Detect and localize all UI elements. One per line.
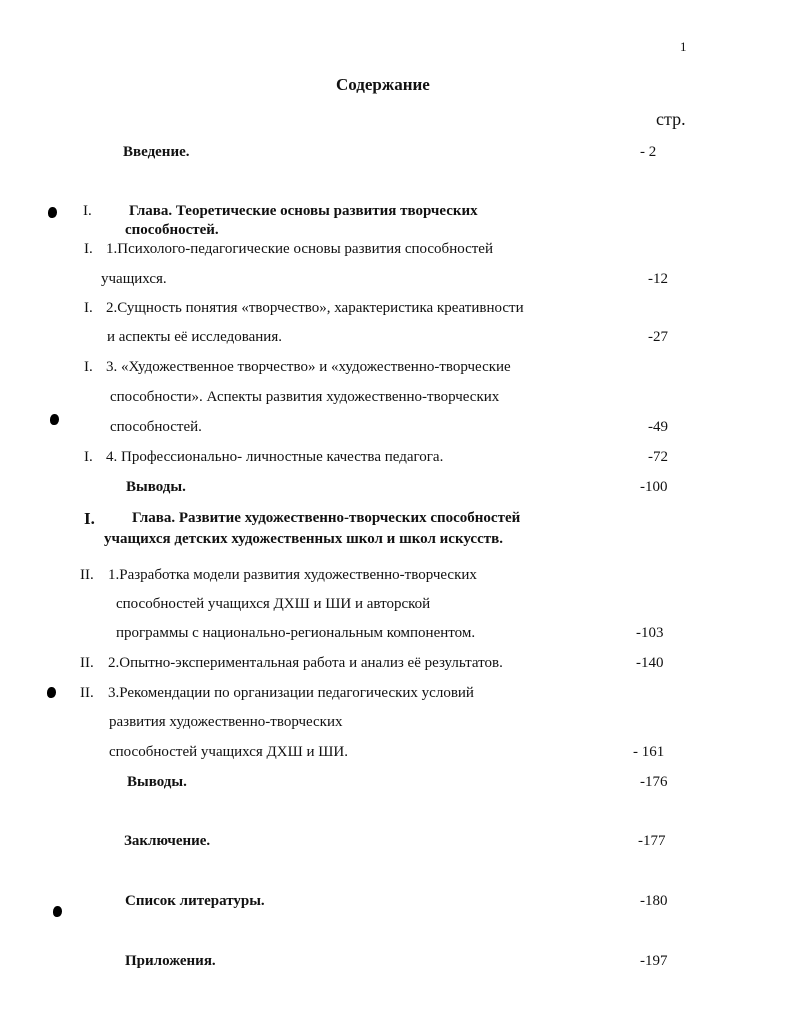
section-page: - 161 bbox=[633, 744, 665, 760]
page-column-header: стр. bbox=[656, 109, 686, 129]
chapter2-conclusions-page: -176 bbox=[640, 774, 668, 790]
section-title-line3: программы с национально-региональным компонентом. bbox=[116, 625, 476, 641]
section-page: -49 bbox=[648, 419, 668, 435]
appendices-label: Приложения. bbox=[125, 953, 216, 969]
chapter2-numeral: I. bbox=[84, 509, 95, 528]
scan-mark bbox=[53, 906, 62, 917]
section-number: I. bbox=[84, 449, 93, 465]
chapter2-title-line1: Глава. Развитие художественно-творческих способностей bbox=[132, 510, 521, 526]
intro-label: Введение. bbox=[123, 144, 190, 160]
conclusion-page: -177 bbox=[638, 833, 666, 849]
appendices-page: -197 bbox=[640, 953, 668, 969]
section-page: -72 bbox=[648, 449, 668, 465]
section-page: -103 bbox=[636, 625, 664, 641]
section-title-line2: способностей учащихся ДХШ и ШИ и авторской bbox=[116, 596, 431, 612]
section-title-line1: 1.Разработка модели развития художественно-творческих bbox=[108, 567, 477, 583]
chapter1-title-line1: Глава. Теоретические основы развития творческих bbox=[129, 203, 478, 219]
chapter2-title-line2: учащихся детских художественных школ и школ искусств. bbox=[104, 531, 503, 547]
section-title-line2: способности». Аспекты развития художественно-творческих bbox=[110, 389, 500, 405]
section-number: I. bbox=[84, 241, 93, 257]
section-title-line3: способностей. bbox=[110, 419, 202, 435]
chapter1-numeral: I. bbox=[83, 203, 92, 219]
section-title-line1: 2.Сущность понятия «творчество», характеристика креативности bbox=[106, 300, 524, 316]
section-page: -12 bbox=[648, 271, 668, 287]
chapter1-conclusions-page: -100 bbox=[640, 479, 668, 495]
references-page: -180 bbox=[640, 893, 668, 909]
conclusion-label: Заключение. bbox=[124, 833, 211, 849]
section-title-line1: 3. «Художественное творчество» и «художественно-творческие bbox=[106, 359, 511, 375]
section-title-line2: учащихся. bbox=[101, 271, 167, 287]
section-number: I. bbox=[84, 359, 93, 375]
chapter1-conclusions-label: Выводы. bbox=[126, 479, 186, 495]
section-title-line1: 4. Профессионально- личностные качества педагога. bbox=[106, 449, 444, 465]
chapter1-title-line2: способностей. bbox=[125, 222, 219, 238]
section-title-line1: 2.Опытно-экспериментальная работа и анализ её результатов. bbox=[108, 655, 503, 671]
section-number: II. bbox=[80, 685, 94, 701]
section-title-line2: и аспекты её исследования. bbox=[107, 329, 282, 345]
section-title-line2: развития художественно-творческих bbox=[109, 714, 343, 730]
intro-page: - 2 bbox=[640, 144, 657, 160]
section-page: -140 bbox=[636, 655, 664, 671]
chapter2-conclusions-label: Выводы. bbox=[127, 774, 187, 790]
page-title: Содержание bbox=[336, 75, 430, 94]
section-title-line1: 1.Психолого-педагогические основы развития способностей bbox=[106, 241, 493, 257]
section-page: -27 bbox=[648, 329, 668, 345]
section-number: II. bbox=[80, 655, 94, 671]
section-title-line3: способностей учащихся ДХШ и ШИ. bbox=[109, 744, 348, 760]
section-number: I. bbox=[84, 300, 93, 316]
scan-mark bbox=[50, 414, 59, 425]
section-title-line1: 3.Рекомендации по организации педагогических условий bbox=[108, 685, 474, 701]
section-number: II. bbox=[80, 567, 94, 583]
references-label: Список литературы. bbox=[125, 893, 265, 909]
scan-mark bbox=[48, 207, 57, 218]
page-number: 1 bbox=[680, 39, 687, 54]
scan-mark bbox=[47, 687, 56, 698]
